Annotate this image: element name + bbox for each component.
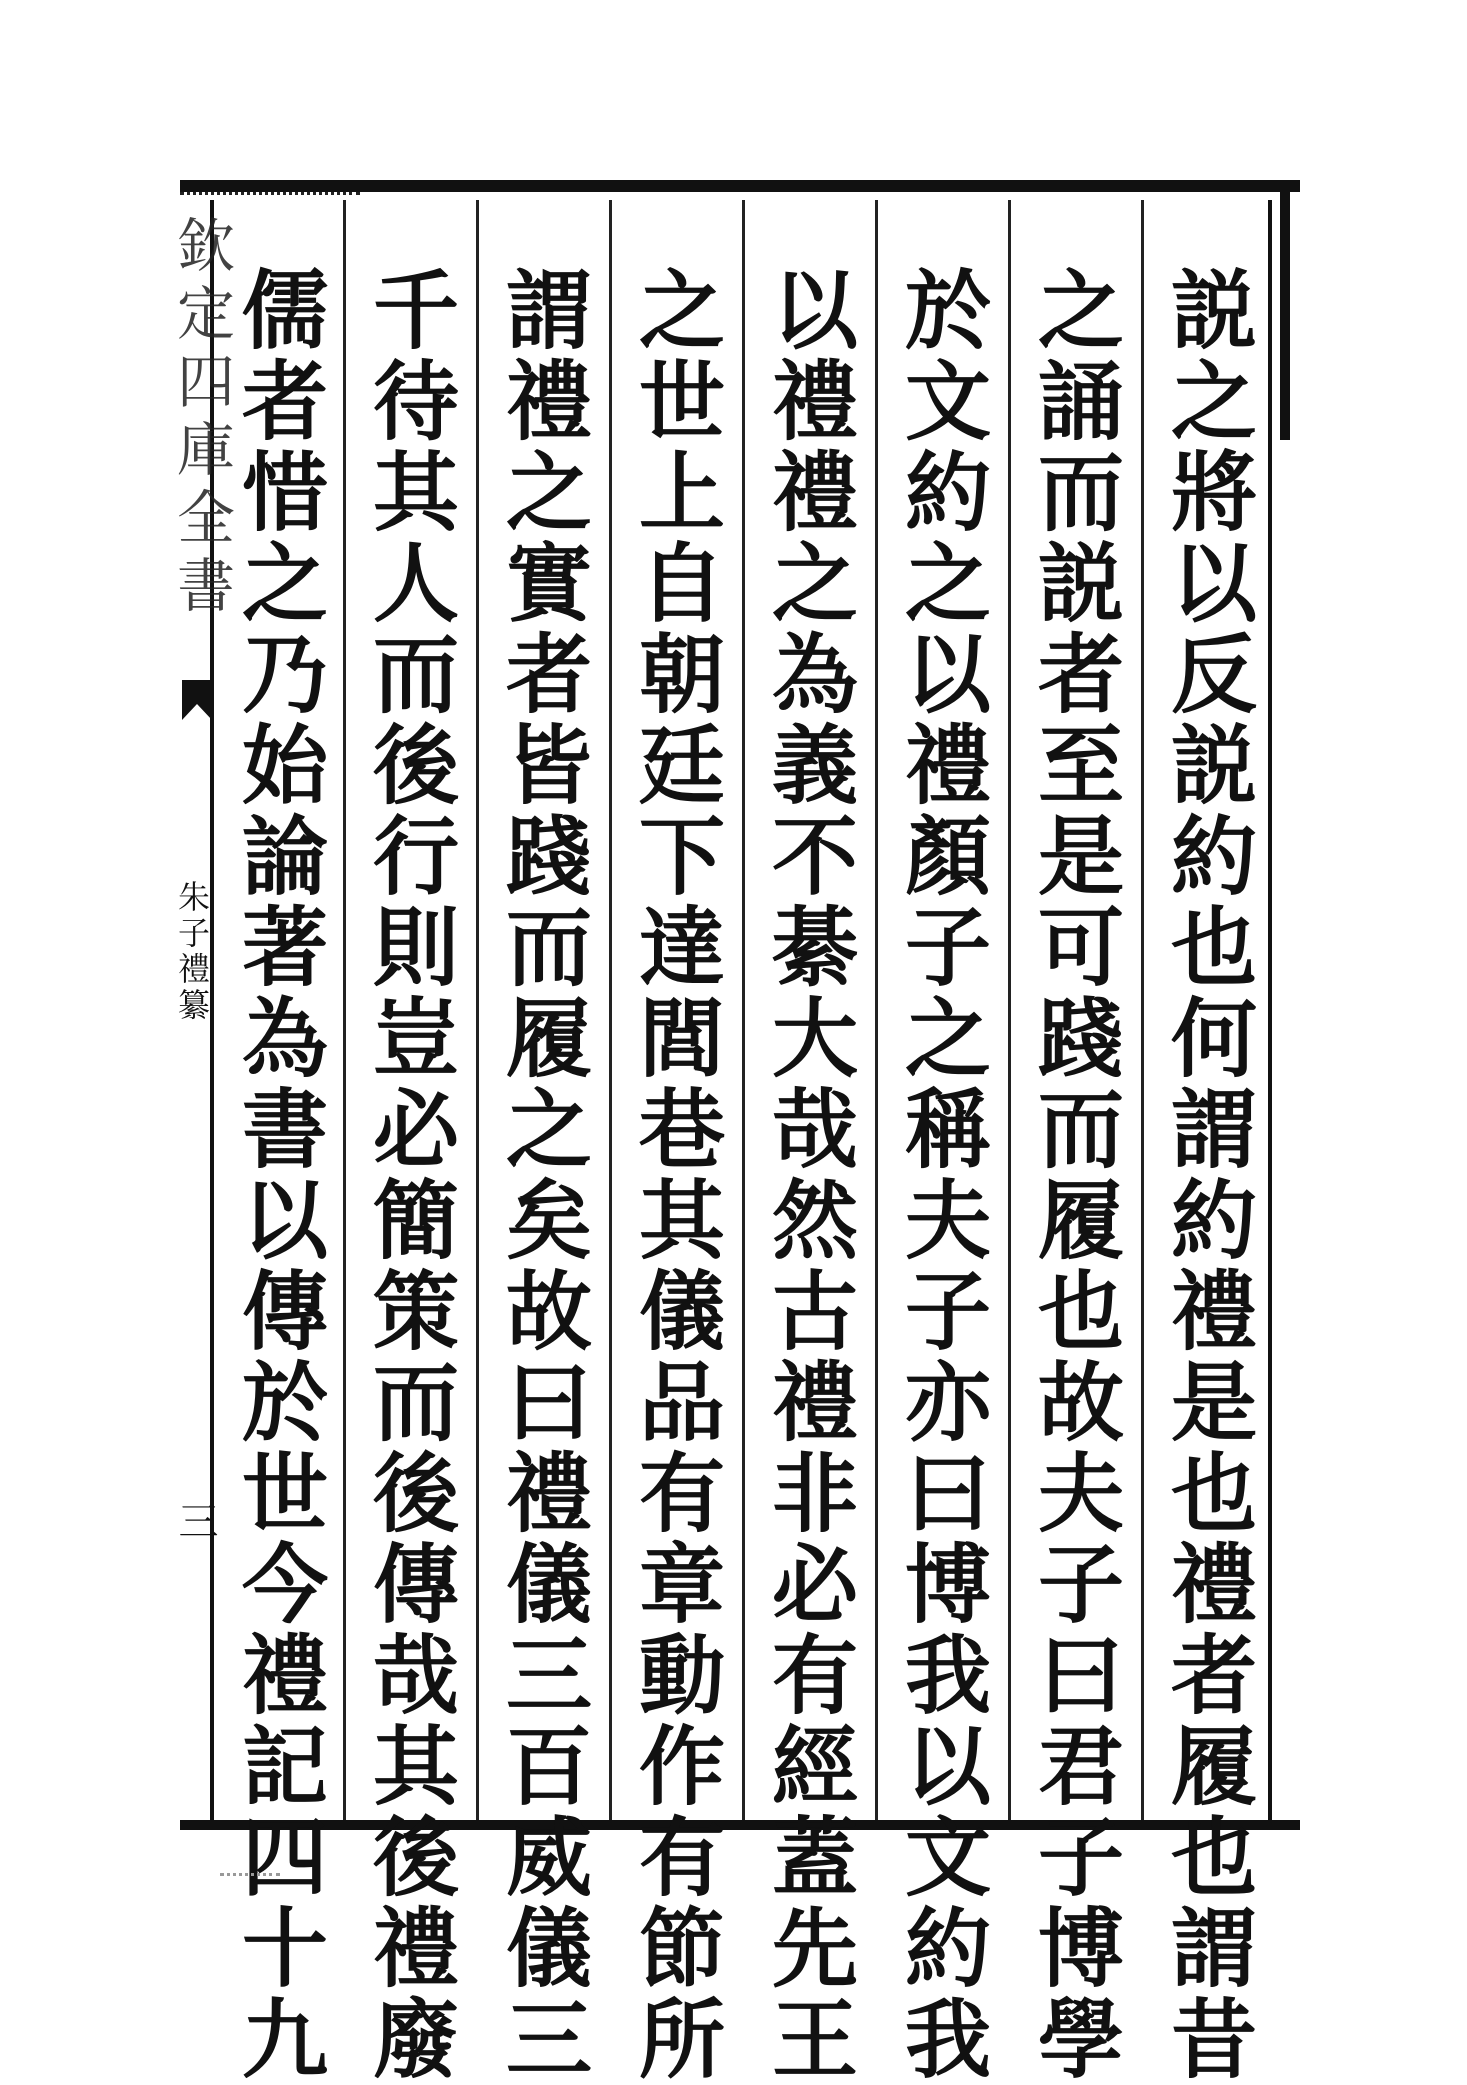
banxin-title: 欽定四庫全書	[167, 215, 235, 623]
column-rule	[1141, 200, 1144, 1820]
print-smudge	[220, 1873, 280, 1880]
column-rule	[609, 200, 612, 1820]
bottom-border	[180, 1820, 1300, 1830]
column-rule	[1008, 200, 1011, 1820]
column-rule	[875, 200, 878, 1820]
top-border	[180, 180, 1300, 192]
text-column-7: 千待其人而後行則豈必簡策而後傳哉其後禮廢	[358, 265, 459, 2085]
text-column-3: 於文約之以禮顏子之稱夫子亦曰博我以文約我	[890, 265, 991, 2085]
text-column-4: 以禮禮之為義不綦大哉然古禮非必有經蓋先王	[757, 265, 858, 2085]
right-border	[1268, 200, 1272, 1820]
column-rule	[343, 200, 346, 1820]
text-column-6: 謂禮之實者皆踐而履之矣故曰禮儀三百威儀三	[491, 265, 592, 2085]
right-border-tab	[1280, 180, 1290, 440]
text-column-1: 説之將以反説約也何謂約禮是也禮者履也謂昔	[1156, 265, 1257, 2085]
column-rule	[476, 200, 479, 1820]
banxin-juan: 朱子禮纂	[173, 880, 211, 1024]
text-column-2: 之誦而説者至是可踐而履也故夫子曰君子博學	[1023, 265, 1124, 2085]
banxin-page-number: 三	[172, 1500, 218, 1540]
text-column-8: 儒者惜之乃始論著為書以傳於世今禮記四十九	[227, 265, 328, 2085]
text-column-5: 之世上自朝廷下達閭巷其儀品有章動作有節所	[624, 265, 725, 2085]
column-rule	[742, 200, 745, 1820]
